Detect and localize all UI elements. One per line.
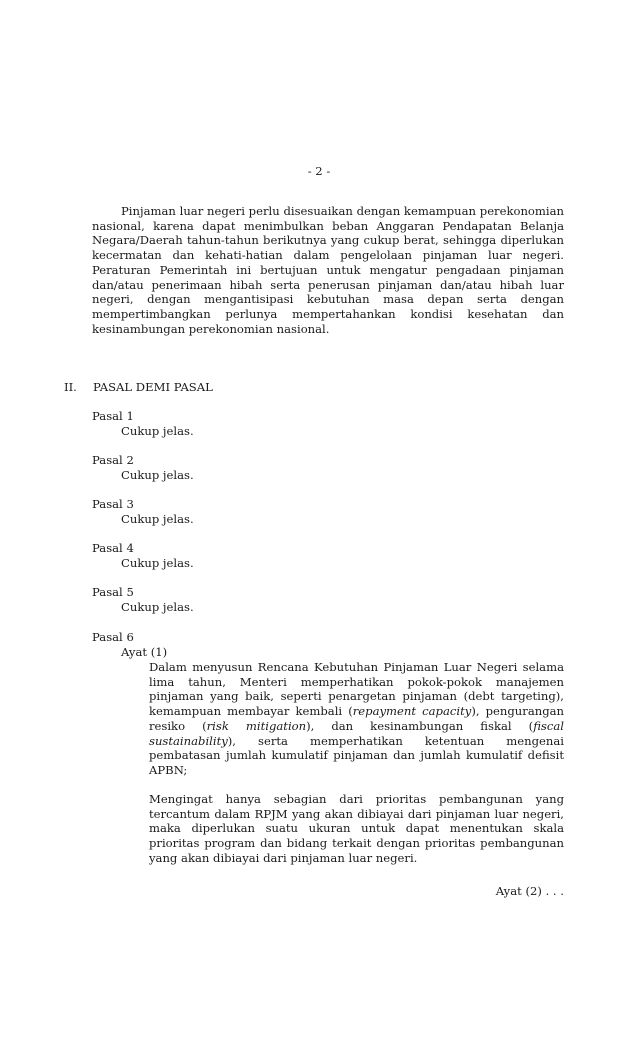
section-number: II.: [64, 380, 77, 394]
italic-term: risk mitigation: [206, 718, 307, 733]
pasal-title: Pasal 5: [92, 585, 134, 599]
ayat-label: Ayat (1): [121, 645, 168, 659]
pasal-5: [92, 585, 194, 614]
italic-term: repayment capacity: [352, 704, 472, 719]
pasal-text: Cukup jelas.: [121, 511, 194, 526]
pasal-2: [92, 453, 194, 482]
text-segment: ), serta memperhatikan ketentuan mengenai pembatasan jumlah kumulatif pinjaman dan jumlah kumulatif defisit APBN;: [149, 733, 564, 777]
page-number: - 2 -: [307, 164, 331, 178]
intro-paragraph: Pinjaman luar negeri perlu disesuaikan dengan kemampuan perekonomian nasional, karena dapat menimbulkan beban Anggaran Pendapatan Belanja Negara/Daerah tahun-tahun berikutnya yang cukup berat, sehingga diperlukan kecermatan dan kehati-hatian dalam pengelolaan pinjaman luar negeri. Peraturan Pemerintah ini bertujuan untuk mengatur pengadaan pinjaman dan/atau penerimaan hibah serta penerusan pinjaman dan/atau hibah luar negeri, dengan mengantisipasi kebutuhan masa depan serta dengan mempertimbangkan perlunya mempertahankan kondisi kesehatan dan kesinambungan perekonomian nasional.: [92, 204, 564, 336]
pasal-title: Pasal 1: [92, 409, 134, 423]
ayat-1-paragraph-1: [149, 660, 564, 778]
pasal-text: Cukup jelas.: [121, 467, 194, 482]
pasal-1: [92, 409, 194, 438]
text-segment: Dalam menyusun Rencana Kebutuhan Pinjaman Luar Negeri selama lima tahun, Menteri memperhatikan pokok-pokok manajemen pinjaman yang baik, seperti penargetan pinjaman (debt targeting), kemampuan membayar kembali (: [149, 660, 564, 719]
pasal-title: Pasal 4: [92, 541, 134, 555]
continuation-marker: Ayat (2) . . .: [495, 884, 564, 898]
pasal-4: [92, 541, 194, 570]
pasal-title: Pasal 2: [92, 453, 134, 467]
text-segment: ), pengurangan resiko (: [149, 704, 565, 733]
pasal-3: [92, 497, 194, 526]
section-heading: [64, 380, 213, 395]
pasal-text: Cukup jelas.: [121, 599, 194, 614]
text-segment: ), dan kesinambungan fiskal (: [306, 718, 534, 733]
pasal-text: Cukup jelas.: [121, 423, 194, 438]
italic-term: fiscal sustainability: [149, 718, 564, 748]
pasal-text: Cukup jelas.: [121, 555, 194, 570]
section-title: PASAL DEMI PASAL: [93, 380, 213, 394]
pasal-6-title: Pasal 6: [92, 630, 134, 644]
pasal-title: Pasal 3: [92, 497, 134, 511]
ayat-1-paragraph-2: Mengingat hanya sebagian dari prioritas pembangunan yang tercantum dalam RPJM yang akan dibiayai dari pinjaman luar negeri, maka diperlukan suatu ukuran untuk dapat menentukan skala prioritas program dan bidang terkait dengan prioritas pembangunan yang akan dibiayai dari pinjaman luar negeri.: [149, 792, 564, 865]
